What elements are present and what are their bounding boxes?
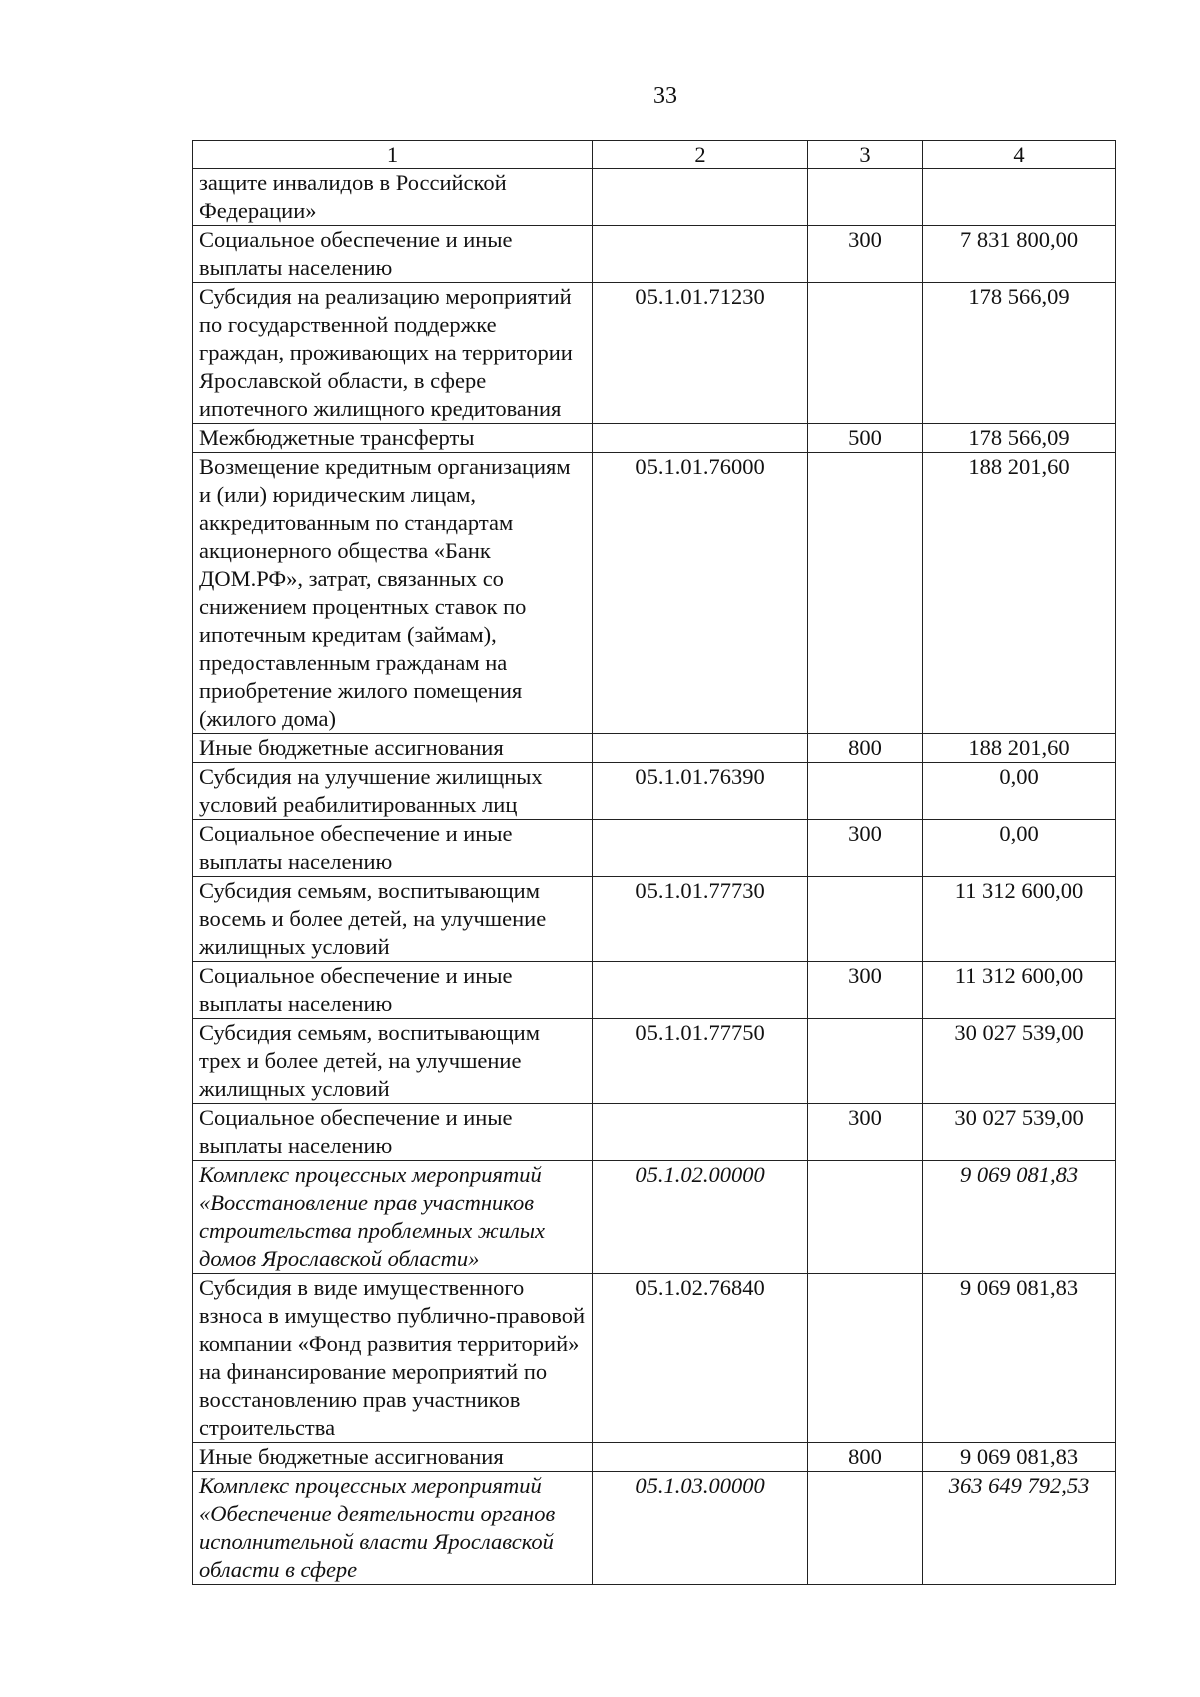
row-name: Социальное обеспечение и иные выплаты населению [193, 1104, 593, 1161]
row-type: 300 [808, 1104, 923, 1161]
row-amount: 188 201,60 [923, 453, 1116, 734]
row-code: 05.1.02.00000 [593, 1161, 808, 1274]
row-amount: 7 831 800,00 [923, 226, 1116, 283]
row-amount: 9 069 081,83 [923, 1274, 1116, 1443]
row-name: Социальное обеспечение и иные выплаты населению [193, 226, 593, 283]
row-name: Иные бюджетные ассигнования [193, 734, 593, 763]
row-code [593, 1104, 808, 1161]
row-amount: 178 566,09 [923, 283, 1116, 424]
column-header-4: 4 [923, 141, 1116, 169]
row-amount: 30 027 539,00 [923, 1104, 1116, 1161]
table-header-row [193, 141, 1116, 169]
row-name: Субсидия на реализацию мероприятий по государственной поддержке граждан, проживающих на территории Ярославской области, в сфере ипотечного жилищного кредитования [193, 283, 593, 424]
page-number: 33 [653, 83, 677, 109]
row-amount: 0,00 [923, 820, 1116, 877]
budget-table [192, 140, 1116, 1585]
row-name: Комплекс процессных мероприятий «Обеспечение деятельности органов исполнительной власти Ярославской области в сфере [193, 1472, 593, 1585]
row-name: Социальное обеспечение и иные выплаты населению [193, 962, 593, 1019]
table-body [193, 169, 1116, 1585]
row-type: 300 [808, 962, 923, 1019]
table-row [193, 283, 1116, 424]
table-row [193, 424, 1116, 453]
row-name: Субсидия в виде имущественного взноса в имущество публично-правовой компании «Фонд развития территорий» на финансирование мероприятий по восстановлению прав участников строительства [193, 1274, 593, 1443]
row-type [808, 1019, 923, 1104]
row-type: 300 [808, 820, 923, 877]
row-name: Субсидия семьям, воспитывающим трех и более детей, на улучшение жилищных условий [193, 1019, 593, 1104]
table-row [193, 877, 1116, 962]
row-code [593, 1443, 808, 1472]
row-type [808, 1472, 923, 1585]
row-amount: 9 069 081,83 [923, 1161, 1116, 1274]
row-code: 05.1.01.77750 [593, 1019, 808, 1104]
row-amount: 11 312 600,00 [923, 962, 1116, 1019]
row-amount: 188 201,60 [923, 734, 1116, 763]
row-code: 05.1.03.00000 [593, 1472, 808, 1585]
table-row [193, 226, 1116, 283]
row-amount: 9 069 081,83 [923, 1443, 1116, 1472]
row-code [593, 820, 808, 877]
row-type [808, 1161, 923, 1274]
row-type [808, 169, 923, 226]
row-name: Комплекс процессных мероприятий «Восстановление прав участников строительства проблемных жилых домов Ярославской области» [193, 1161, 593, 1274]
row-code: 05.1.01.76390 [593, 763, 808, 820]
row-code: 05.1.01.77730 [593, 877, 808, 962]
row-code [593, 169, 808, 226]
row-code: 05.1.01.76000 [593, 453, 808, 734]
row-code [593, 226, 808, 283]
row-amount: 0,00 [923, 763, 1116, 820]
table-row [193, 169, 1116, 226]
row-code [593, 734, 808, 763]
row-name: Иные бюджетные ассигнования [193, 1443, 593, 1472]
row-type [808, 1274, 923, 1443]
row-name: Субсидия семьям, воспитывающим восемь и более детей, на улучшение жилищных условий [193, 877, 593, 962]
table-row [193, 1443, 1116, 1472]
column-header-3: 3 [808, 141, 923, 169]
row-type: 800 [808, 734, 923, 763]
table-row [193, 820, 1116, 877]
table-row [193, 763, 1116, 820]
row-name: Межбюджетные трансферты [193, 424, 593, 453]
table-row [193, 1472, 1116, 1585]
column-header-2: 2 [593, 141, 808, 169]
table-row [193, 734, 1116, 763]
table-row [193, 1161, 1116, 1274]
row-name: Социальное обеспечение и иные выплаты населению [193, 820, 593, 877]
row-amount: 30 027 539,00 [923, 1019, 1116, 1104]
row-code [593, 424, 808, 453]
table-row [193, 962, 1116, 1019]
row-type [808, 877, 923, 962]
row-type [808, 763, 923, 820]
row-amount: 11 312 600,00 [923, 877, 1116, 962]
row-amount [923, 169, 1116, 226]
row-code [593, 962, 808, 1019]
row-name: Возмещение кредитным организациям и (или) юридическим лицам, аккредитованным по стандартам акционерного общества «Банк ДОМ.РФ», затрат, связанных со снижением процентных ставок по ипотечным кредитам (займам), предоставленным гражданам на приобретение жилого помещения (жилого дома) [193, 453, 593, 734]
table-row [193, 1019, 1116, 1104]
row-amount: 363 649 792,53 [923, 1472, 1116, 1585]
row-type [808, 283, 923, 424]
table-row [193, 1274, 1116, 1443]
row-type: 500 [808, 424, 923, 453]
row-type [808, 453, 923, 734]
column-header-1: 1 [193, 141, 593, 169]
table-row [193, 1104, 1116, 1161]
row-name: Субсидия на улучшение жилищных условий реабилитированных лиц [193, 763, 593, 820]
row-type: 300 [808, 226, 923, 283]
row-name: защите инвалидов в Российской Федерации» [193, 169, 593, 226]
row-type: 800 [808, 1443, 923, 1472]
row-amount: 178 566,09 [923, 424, 1116, 453]
table-header [193, 141, 1116, 169]
row-code: 05.1.02.76840 [593, 1274, 808, 1443]
row-code: 05.1.01.71230 [593, 283, 808, 424]
table-row [193, 453, 1116, 734]
